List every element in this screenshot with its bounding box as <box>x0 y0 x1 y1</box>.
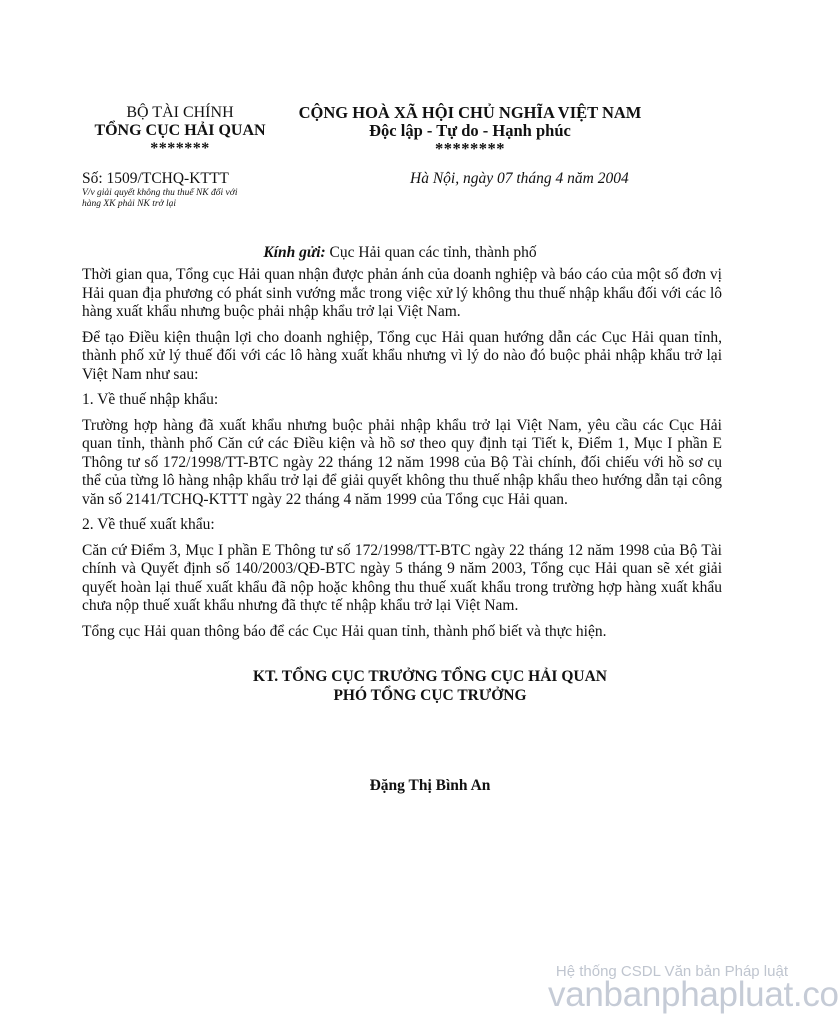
national-motto: Độc lập - Tự do - Hạnh phúc <box>369 121 571 140</box>
salutation <box>0 244 800 262</box>
motto-stars: ******** <box>435 139 505 158</box>
place-and-date: Hà Nội, ngày 07 tháng 4 năm 2004 <box>410 170 629 187</box>
body-paragraph-1: Thời gian qua, Tổng cục Hải quan nhận được phản ánh của doanh nghiệp và báo cáo của một số đơn vị Hải quan địa phương có phát sinh vướng mắc trong việc xử lý không thu thuế nhập khẩu đối với các lô hàng xuất khẩu nhưng buộc phải nhập khẩu trở lại Việt Nam. <box>82 266 722 320</box>
signer-name: Đặng Thị Bình An <box>369 777 491 794</box>
ministry-name: BỘ TÀI CHÍNH <box>126 104 234 121</box>
document-number: Số: 1509/TCHQ-KTTT <box>82 170 229 187</box>
document-body <box>82 266 722 648</box>
national-title-block <box>290 104 650 158</box>
signature-title-block <box>200 667 660 705</box>
issuer-stars: ******* <box>150 140 210 157</box>
subject-line-2: hàng XK phải NK trở lại <box>82 199 177 209</box>
body-paragraph-3: Trường hợp hàng đã xuất khẩu nhưng buộc phải nhập khẩu trở lại Việt Nam, yêu cầu các Cục Hải quan tỉnh, thành phố Căn cứ các Điều kiện và hồ sơ theo quy định tại Tiết k, Điểm 1, Mục I phần E Thông tư số 172/1998/TT-BTC ngày 22 tháng 12 năm 1998 của Bộ Tài chính, đối chiếu với hồ sơ cụ thể của từng lô hàng nhập khẩu trở lại để giải quyết không thu thuế nhập khẩu theo hướng dẫn tại công văn số 2141/TCHQ-KTTT ngày 22 tháng 4 năm 1999 của Tổng cục Hải quan. <box>82 416 722 508</box>
document-subject <box>82 188 282 210</box>
signature-title-line-2: PHÓ TỔNG CỤC TRƯỞNG <box>333 687 527 704</box>
signature-title-line-1: KT. TỔNG CỤC TRƯỞNG TỔNG CỤC HẢI QUAN <box>253 668 607 685</box>
body-paragraph-5: Tổng cục Hải quan thông báo để các Cục Hải quan tỉnh, thành phố biết và thực hiện. <box>82 622 607 640</box>
salutation-recipient: Cục Hải quan các tỉnh, thành phố <box>325 244 537 261</box>
issuer-block <box>80 104 280 158</box>
body-paragraph-2: Để tạo Điều kiện thuận lợi cho doanh nghiệp, Tổng cục Hải quan hướng dẫn các Cục Hải quan tỉnh, thành phố xử lý thuế đối với các lô hàng xuất khẩu nhưng vì lý do nào đó buộc phải nhập khẩu trở lại Việt Nam như sau: <box>82 328 722 383</box>
watermark-caption: Hệ thống CSDL Văn bản Pháp luật <box>555 963 788 980</box>
section-heading-export-tax: 2. Về thuế xuất khẩu: <box>82 516 215 533</box>
agency-name: TỔNG CỤC HẢI QUAN <box>94 122 266 139</box>
watermark-site: vanbanphapluat.co <box>548 975 839 1014</box>
body-paragraph-4: Căn cứ Điểm 3, Mục I phần E Thông tư số 172/1998/TT-BTC ngày 22 tháng 12 năm 1998 của Bộ Tài chính và Quyết định số 140/2003/QĐ-BTC ngày 5 tháng 9 năm 2003, Tổng cục Hải quan sẽ xét giải quyết hoàn lại thuế xuất khẩu đã nộp hoặc không thu thuế xuất khẩu trong trường hợp hàng xuất khẩu chưa nộp thuế xuất khẩu nhưng đã thực tế nhập khẩu trở lại Việt Nam. <box>82 541 722 614</box>
salutation-label: Kính gửi: <box>263 244 326 261</box>
section-heading-import-tax: 1. Về thuế nhập khẩu: <box>82 391 219 408</box>
country-name: CỘNG HOÀ XÃ HỘI CHỦ NGHĨA VIỆT NAM <box>298 103 642 122</box>
subject-line-1: V/v giải quyết không thu thuế NK đối với <box>82 188 238 198</box>
